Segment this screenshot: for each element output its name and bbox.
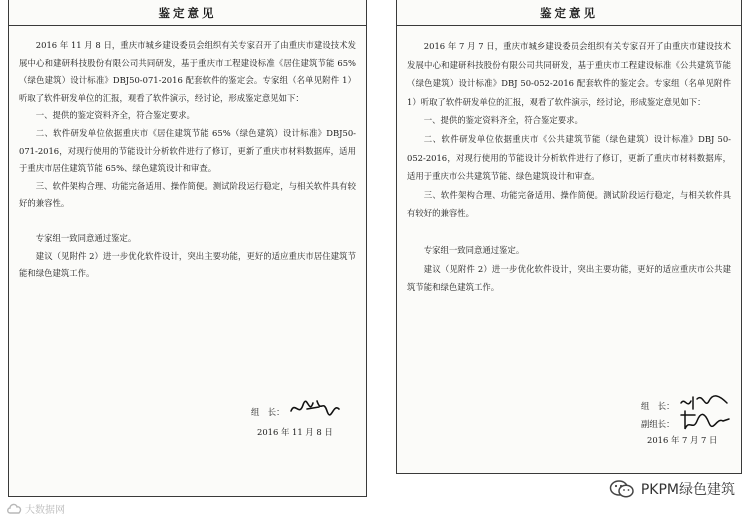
appraisal-document-left bbox=[8, 0, 367, 497]
document-title: 鉴定意见 bbox=[9, 0, 366, 26]
opinion-item-3: 三、软件架构合理、功能完备适用、操作简便。测试阶段运行稳定，与相关软件具有较好的兼容性。 bbox=[19, 180, 356, 209]
watermark-left-text: 大数据网 bbox=[25, 505, 65, 516]
suggestion-paragraph: 建议（见附件 2）进一步优化软件设计，突出主要功能，更好的适应重庆市居住建筑节能和绿色建筑工作。 bbox=[19, 250, 356, 279]
signing-date: 2016 年 11 月 8 日 bbox=[257, 427, 333, 437]
leader-label: 组 长： bbox=[251, 407, 285, 417]
watermark-right bbox=[609, 479, 735, 499]
watermark-right-text: PKPM绿色建筑 bbox=[640, 482, 735, 498]
signing-date: 2016 年 7 月 7 日 bbox=[647, 435, 718, 445]
document-body bbox=[397, 26, 741, 297]
signature-block bbox=[641, 398, 731, 448]
handwritten-signature-icon bbox=[289, 397, 341, 419]
leader-label: 组 长： bbox=[641, 401, 675, 411]
wechat-icon bbox=[609, 479, 635, 499]
conclusion-paragraph: 专家组一致同意通过鉴定。 bbox=[423, 244, 525, 255]
intro-paragraph: 2016 年 7 月 7 日，重庆市城乡建设委员会组织有关专家召开了由重庆市建设技术发展中心和建研科技股份有限公司共同研发，基于重庆市工程建设标准《公共建筑节能（绿色建筑）设计标准》DBJ 50-052-2016 配套软件的鉴定会。专家组（名单见附件 1）听取了软件研发单位的汇报，观看了软件演示，经讨论，形成鉴定意见如下： bbox=[407, 41, 731, 107]
watermark-left bbox=[6, 501, 65, 516]
signature-block bbox=[251, 404, 341, 440]
cloud-logo-icon bbox=[6, 502, 22, 516]
document-title: 鉴定意见 bbox=[397, 0, 741, 26]
handwritten-signature-icon bbox=[679, 409, 731, 431]
intro-paragraph: 2016 年 11 月 8 日，重庆市城乡建设委员会组织有关专家召开了由重庆市建设技术发展中心和建研科技股份有限公司共同研发，基于重庆市工程建设标准《居住建筑节能 65%（绿色建筑）设计标准》DBJ50-071-2016 配套软件的鉴定会。专家组（名单见附件 1）听取了软件研发单位的汇报，观看了软件演示，经讨论，形成鉴定意见如下： bbox=[19, 40, 356, 103]
opinion-item-3: 三、软件架构合理、功能完备适用、操作简便。测试阶段运行稳定，与相关软件具有较好的兼容性。 bbox=[407, 189, 731, 219]
opinion-item-2: 二、软件研发单位依据重庆市《公共建筑节能（绿色建筑）设计标准》DBJ 50-052-2016，对现行使用的节能设计分析软件进行了修订，更新了重庆市材料数据库，适用于重庆市公共建筑节能、绿色建筑设计和审查。 bbox=[407, 133, 731, 182]
appraisal-document-right bbox=[396, 0, 742, 474]
document-body bbox=[9, 26, 366, 283]
opinion-item-1: 一、提供的鉴定资料齐全，符合鉴定要求。 bbox=[35, 110, 195, 121]
opinion-item-2: 二、软件研发单位依据重庆市《居住建筑节能 65%（绿色建筑）设计标准》DBJ50-071-2016，对现行使用的节能设计分析软件进行了修订，更新了重庆市材料数据库，适用于重庆市居住建筑节能 65%、绿色建筑设计和审查。 bbox=[19, 127, 356, 174]
deputy-leader-label: 副组长： bbox=[641, 419, 675, 429]
conclusion-paragraph: 专家组一致同意通过鉴定。 bbox=[35, 232, 137, 243]
suggestion-paragraph: 建议（见附件 2）进一步优化软件设计，突出主要功能，更好的适应重庆市公共建筑节能和绿色建筑工作。 bbox=[407, 263, 731, 293]
opinion-item-1: 一、提供的鉴定资料齐全，符合鉴定要求。 bbox=[423, 115, 583, 126]
